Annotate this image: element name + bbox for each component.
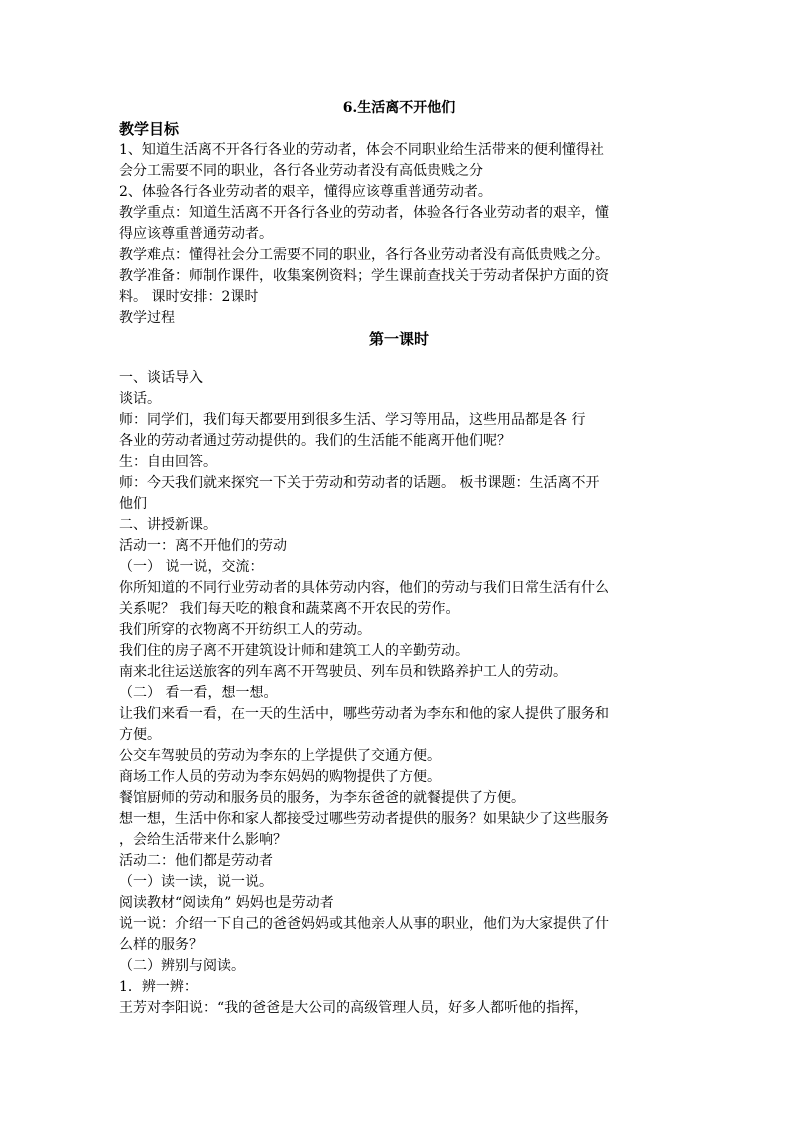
lesson-text-line: 活动二：他们都是劳动者 <box>119 853 273 869</box>
lesson-text-line: 关系呢？ 我们每天吃的粮食和蔬菜离不开农民的劳作。 <box>119 601 460 617</box>
lesson-text-line: 二、讲授新课。 <box>119 517 217 533</box>
lesson-title: 第一课时 <box>368 330 429 348</box>
intro-text-line: 得应该尊重普通劳动者。 <box>119 226 273 242</box>
lesson-text-line: 让我们来看一看，在一天的生活中，哪些劳动者为李东和他的家人提供了服务和 <box>119 706 609 722</box>
lesson-text-line: （二）辨别与阅读。 <box>119 958 245 974</box>
lesson-text-line: 餐馆厨师的劳动和服务员的服务，为李东爸爸的就餐提供了方便。 <box>119 790 525 806</box>
lesson-text-line: 我们所穿的衣物离不开纺织工人的劳动。 <box>119 622 371 638</box>
intro-text-line: 教学难点：懂得社会分工需要不同的职业，各行各业劳动者没有高低贵贱之分。 <box>119 247 609 263</box>
lesson-text-line: ，会给生活带来什么影响？ <box>119 832 287 848</box>
lesson-text-line: 阅读教材“阅读角” 妈妈也是劳动者 <box>119 895 334 911</box>
lesson-text-line: 生：自由回答。 <box>119 454 217 470</box>
lesson-text-line: 师：今天我们就来探究一下关于劳动和劳动者的话题。 板书课题：生活离不开 <box>119 475 600 491</box>
text-block-intro <box>119 140 679 329</box>
intro-text-line: 教学准备：师制作课件，收集案例资料；学生课前查找关于劳动者保护方面的资 <box>119 268 609 284</box>
text-block-lesson <box>119 368 679 1019</box>
intro-text-line: 教学过程 <box>119 310 175 326</box>
lesson-text-line: 王芳对李阳说：“我的爸爸是大公司的高级管理人员，好多人都听他的指挥， <box>119 1000 589 1016</box>
lesson-text-line: （一） 说一说，交流： <box>119 559 264 575</box>
lesson-text-line: （一）读一读，说一说。 <box>119 874 273 890</box>
lesson-text-line: 活动一：离不开他们的劳动 <box>119 538 287 554</box>
lesson-text-line: 说一说：介绍一下自己的爸爸妈妈或其他亲人从事的职业，他们为大家提供了什 <box>119 916 609 932</box>
lesson-text-line: 谈话。 <box>119 391 161 407</box>
lesson-text-line: 1．辨一辨： <box>119 979 198 995</box>
intro-text-line: 2、体验各行各业劳动者的艰辛，懂得应该尊重普通劳动者。 <box>119 184 492 200</box>
document-page <box>119 98 679 1019</box>
lesson-text-line: 公交车驾驶员的劳动为李东的上学提供了交通方便。 <box>119 748 441 764</box>
lesson-text-line: （二） 看一看，想一想。 <box>119 685 278 701</box>
lesson-text-line: 方便。 <box>119 727 161 743</box>
lesson-text-line: 商场工作人员的劳动为李东妈妈的购物提供了方便。 <box>119 769 441 785</box>
lesson-text-line: 我们住的房子离不开建筑设计师和建筑工人的辛勤劳动。 <box>119 643 469 659</box>
lesson-text-line: 你所知道的不同行业劳动者的具体劳动内容，他们的劳动与我们日常生活有什么 <box>119 580 609 596</box>
blank-line <box>119 350 679 368</box>
lesson-text-line: 他们 <box>119 496 147 512</box>
intro-text-line: 1、知道生活离不开各行各业的劳动者，体会不同职业给生活带来的便利懂得社 <box>119 142 604 158</box>
intro-text-line: 会分工需要不同的职业，各行各业劳动者没有高低贵贱之分 <box>119 163 483 179</box>
lesson-text-line: 各业的劳动者通过劳动提供的。我们的生活能不能离开他们呢？ <box>119 433 511 449</box>
intro-text-line: 料。 课时安排：2课时 <box>119 289 259 305</box>
lesson-text-line: 师：同学们，我们每天都要用到很多生活、学习等用品，这些用品都是各 行 <box>119 412 586 428</box>
lesson-text-line: 一、谈话导入 <box>119 370 203 386</box>
document-title: 6.生活离不开他们 <box>342 100 456 116</box>
lesson-text-line: 南来北往运送旅客的列车离不开驾驶员、列车员和铁路养护工人的劳动。 <box>119 664 567 680</box>
lesson-text-line: 想一想，生活中你和家人都接受过哪些劳动者提供的服务？如果缺少了这些服务 <box>119 811 609 827</box>
lesson-text-line: 么样的服务？ <box>119 937 203 953</box>
intro-text-line: 教学重点：知道生活离不开各行各业的劳动者，体验各行各业劳动者的艰辛，懂 <box>119 205 609 221</box>
section-heading-goals: 教学目标 <box>119 120 180 138</box>
